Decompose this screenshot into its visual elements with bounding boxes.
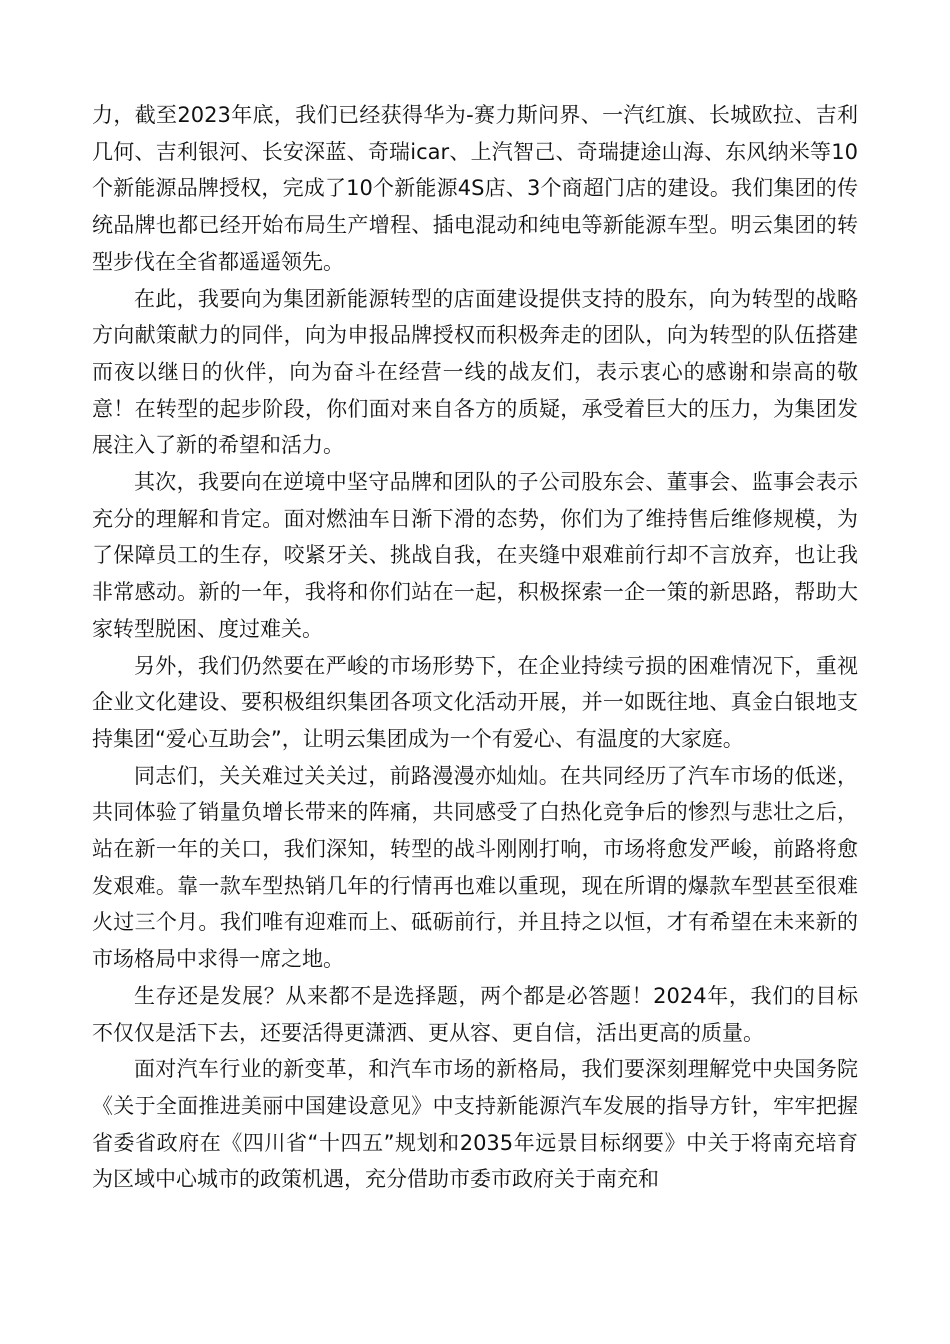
paragraph-7: 面对汽车行业的新变革，和汽车市场的新格局，我们要深刻理解党中央国务院《关于全面推进美丽中国建设意见》中支持新能源汽车发展的指导方针，牢牢把握省委省政府在《四川省“十四五”规划和2035年远景目标纲要》中关于将南充培育为区域中心城市的政策机遇，充分借助市委市政府关于南充和 [92, 1057, 858, 1192]
paragraph-2: 在此，我要向为集团新能源转型的店面建设提供支持的股东，向为转型的战略方向献策献力的同伴，向为申报品牌授权而积极奔走的团队，向为转型的队伍搭建而夜以继日的伙伴，向为奋斗在经营一线的战友们，表示衷心的感谢和崇高的敬意！在转型的起步阶段，你们面对来自各方的质疑，承受着巨大的压力，为集团发展注入了新的希望和活力。 [92, 286, 858, 458]
paragraph-3: 其次，我要向在逆境中坚守品牌和团队的子公司股东会、董事会、监事会表示充分的理解和肯定。面对燃油车日渐下滑的态势，你们为了维持售后维修规模，为了保障员工的生存，咬紧牙关、挑战自我，在夹缝中艰难前行却不言放弃，也让我非常感动。新的一年，我将和你们站在一起，积极探索一企一策的新思路，帮助大家转型脱困、度过难关。 [92, 470, 858, 641]
document-body [92, 97, 858, 1198]
paragraph-5: 同志们，关关难过关关过，前路漫漫亦灿灿。在共同经历了汽车市场的低迷，共同体验了销量负增长带来的阵痛，共同感受了白热化竞争后的惨烈与悲壮之后，站在新一年的关口，我们深知，转型的战斗刚刚打响，市场将愈发严峻，前路将愈发艰难。靠一款车型热销几年的行情再也难以重现，现在所谓的爆款车型甚至很难火过三个月。我们唯有迎难而上、砥砺前行，并且持之以恒，才有希望在未来新的市场格局中求得一席之地。 [92, 763, 858, 972]
paragraph-6: 生存还是发展？从来都不是选择题，两个都是必答题！2024年，我们的目标不仅仅是活下去，还要活得更潇洒、更从容、更自信，活出更高的质量。 [92, 983, 858, 1045]
paragraph-4: 另外，我们仍然要在严峻的市场形势下，在企业持续亏损的困难情况下，重视企业文化建设、要积极组织集团各项文化活动开展，并一如既往地、真金白银地支持集团“爱心互助会”，让明云集团成为一个有爱心、有温度的大家庭。 [92, 653, 858, 751]
paragraph-1: 力，截至2023年底，我们已经获得华为-赛力斯问界、一汽红旗、长城欧拉、吉利几何、吉利银河、长安深蓝、奇瑞icar、上汽智己、奇瑞捷途山海、东风纳米等10个新能源品牌授权，完成了10个新能源4S店、3个商超门店的建设。我们集团的传统品牌也都已经开始布局生产增程、插电混动和纯电等新能源车型。明云集团的转型步伐在全省都遥遥领先。 [92, 103, 858, 274]
